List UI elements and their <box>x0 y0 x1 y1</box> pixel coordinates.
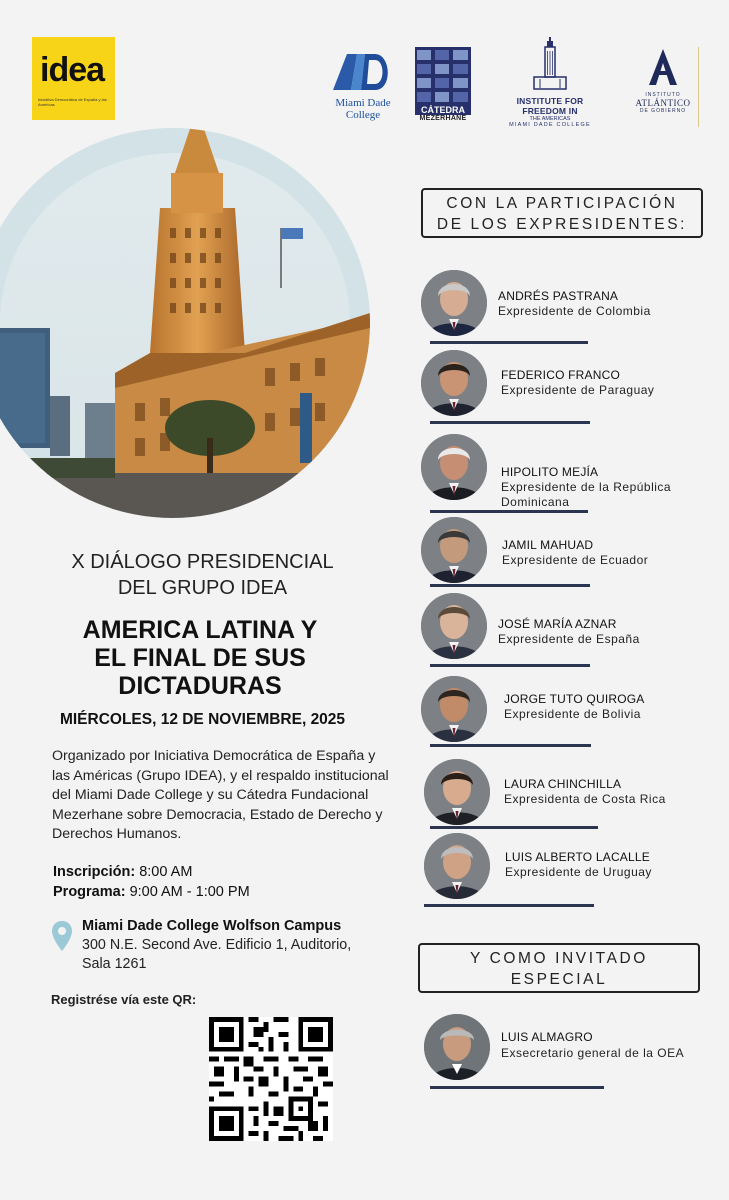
participant-portrait <box>424 833 490 899</box>
event-title-line2: EL FINAL DE SUS <box>94 644 306 672</box>
registration-qr-code[interactable] <box>209 1017 333 1141</box>
ifi-logo-line1: INSTITUTE FOR FREEDOM IN <box>516 96 584 116</box>
participant-name: LUIS ALBERTO LACALLE <box>505 850 650 864</box>
miami-dade-college-logo <box>328 52 398 122</box>
guest-header-line2: ESPECIAL <box>510 971 608 988</box>
participant-underline <box>430 826 598 829</box>
participant-underline <box>430 744 591 747</box>
participant-underline <box>430 584 590 587</box>
idea-logo <box>32 37 115 120</box>
venue-address-line1: 300 N.E. Second Ave. Edificio 1, Auditorio, <box>82 937 352 953</box>
guest-underline <box>430 1086 604 1089</box>
participant-title: Expresidente de España <box>498 632 640 646</box>
mdc-logo-line2: College <box>345 109 381 121</box>
participant-title: Expresidente de Paraguay <box>501 383 655 397</box>
mezerhane-label: MEZERHANE <box>419 115 467 122</box>
participant-portrait <box>424 759 490 825</box>
registration-time-row <box>53 864 192 880</box>
freedom-tower-icon <box>530 37 570 91</box>
participant-title: Expresidente de la República <box>501 480 672 494</box>
participants-header-line2: DE LOS EXPRESIDENTES: <box>436 216 688 233</box>
participant-title: Dominicana <box>501 495 570 509</box>
ifi-logo-line2: THE AMERICAS <box>529 116 571 122</box>
organizer-line: Derechos Humanos. <box>52 826 182 842</box>
idea-logo-tagline: Iniciativa Democrática de España y las Américas <box>38 97 107 107</box>
participant-portrait <box>421 270 487 336</box>
guest-title: Exsecretario general de la OEA <box>501 1046 685 1060</box>
participant-underline <box>430 664 590 667</box>
participant-name: JORGE TUTO QUIROGA <box>504 692 645 706</box>
ia-logo-line1: INSTITUTO <box>645 92 681 98</box>
organizer-line: del Miami Dade College y su Cátedra Fundacional <box>52 787 369 803</box>
participant-title: Expresidente de Bolivia <box>504 707 641 721</box>
guest-portrait <box>424 1014 490 1080</box>
location-pin-icon <box>51 920 73 952</box>
register-qr-label: Registrése vía este QR: <box>51 992 197 1007</box>
participant-underline <box>424 904 594 907</box>
event-title-line1: AMERICA LATINA Y <box>82 616 318 644</box>
registration-label: Inscripción: <box>53 864 136 880</box>
event-title <box>50 616 350 700</box>
participant-name: ANDRÉS PASTRANA <box>498 289 619 303</box>
participant-portrait <box>421 350 487 416</box>
participant-underline <box>430 421 590 424</box>
venue-address-line2: Sala 1261 <box>82 956 147 972</box>
event-title-line3: DICTADURAS <box>118 672 282 700</box>
program-label: Programa: <box>53 884 126 900</box>
guest-name: LUIS ALMAGRO <box>501 1030 593 1044</box>
participant-title: Expresidente de Colombia <box>498 304 651 318</box>
participants-header <box>421 188 703 238</box>
program-time: 9:00 AM - 1:00 PM <box>129 884 250 900</box>
participant-name: HIPOLITO MEJÍA <box>501 465 599 479</box>
guest-header <box>418 943 700 993</box>
catedra-label: CÁTEDRA <box>415 105 471 115</box>
participant-underline <box>430 341 588 344</box>
catedra-mezerhane-logo <box>415 47 473 127</box>
participants-header-line1: CON LA PARTICIPACIÓN <box>446 195 678 212</box>
participant-name: JOSÉ MARÍA AZNAR <box>498 617 617 631</box>
institute-for-freedom-logo <box>494 37 606 128</box>
guest-header-line1: Y COMO INVITADO <box>470 950 648 967</box>
atlantico-a-icon <box>645 47 681 87</box>
organizer-text <box>52 747 402 845</box>
participant-title: Expresidente de Uruguay <box>505 865 652 879</box>
organizer-line: las Américas (Grupo IDEA), y el respaldo institucional <box>52 767 389 784</box>
registration-time: 8:00 AM <box>139 864 193 880</box>
organizer-line: Organizado por Iniciativa Democrática de España y <box>52 748 376 764</box>
program-time-row <box>53 884 250 900</box>
ia-logo-line3: DE GOBIERNO <box>639 108 687 114</box>
event-subtitle-line1: X DIÁLOGO PRESIDENCIAL <box>71 551 334 573</box>
participant-portrait <box>421 676 487 742</box>
participant-portrait <box>421 517 487 583</box>
event-date: MIÉRCOLES, 12 DE NOVIEMBRE, 2025 <box>59 711 346 728</box>
mdc-logo-line1: Miami Dade <box>335 97 391 109</box>
participant-portrait <box>421 434 487 500</box>
catedra-pattern <box>415 47 471 105</box>
participant-name: JAMIL MAHUAD <box>502 538 594 552</box>
organizer-line: Mezerhane sobre Democracia, Estado de Derecho y <box>52 806 383 823</box>
participant-portrait <box>421 593 487 659</box>
participant-title: Expresidenta de Costa Rica <box>504 792 666 806</box>
event-subtitle-line2: DEL GRUPO IDEA <box>117 577 288 599</box>
participant-title: Expresidente de Ecuador <box>502 553 649 567</box>
ifi-logo-line3: MIAMI DADE COLLEGE <box>509 122 591 128</box>
venue-name: Miami Dade College Wolfson Campus <box>82 918 342 934</box>
freedom-tower-photo <box>0 128 370 518</box>
idea-logo-word: idea <box>40 51 105 89</box>
instituto-atlantico-logo <box>628 47 699 127</box>
participant-name: LAURA CHINCHILLA <box>504 777 622 791</box>
participant-name: FEDERICO FRANCO <box>501 368 621 382</box>
ia-logo-line2: ATLÁNTICO <box>635 98 691 108</box>
participant-underline <box>430 510 588 513</box>
mdc-emblem-icon <box>331 52 395 92</box>
